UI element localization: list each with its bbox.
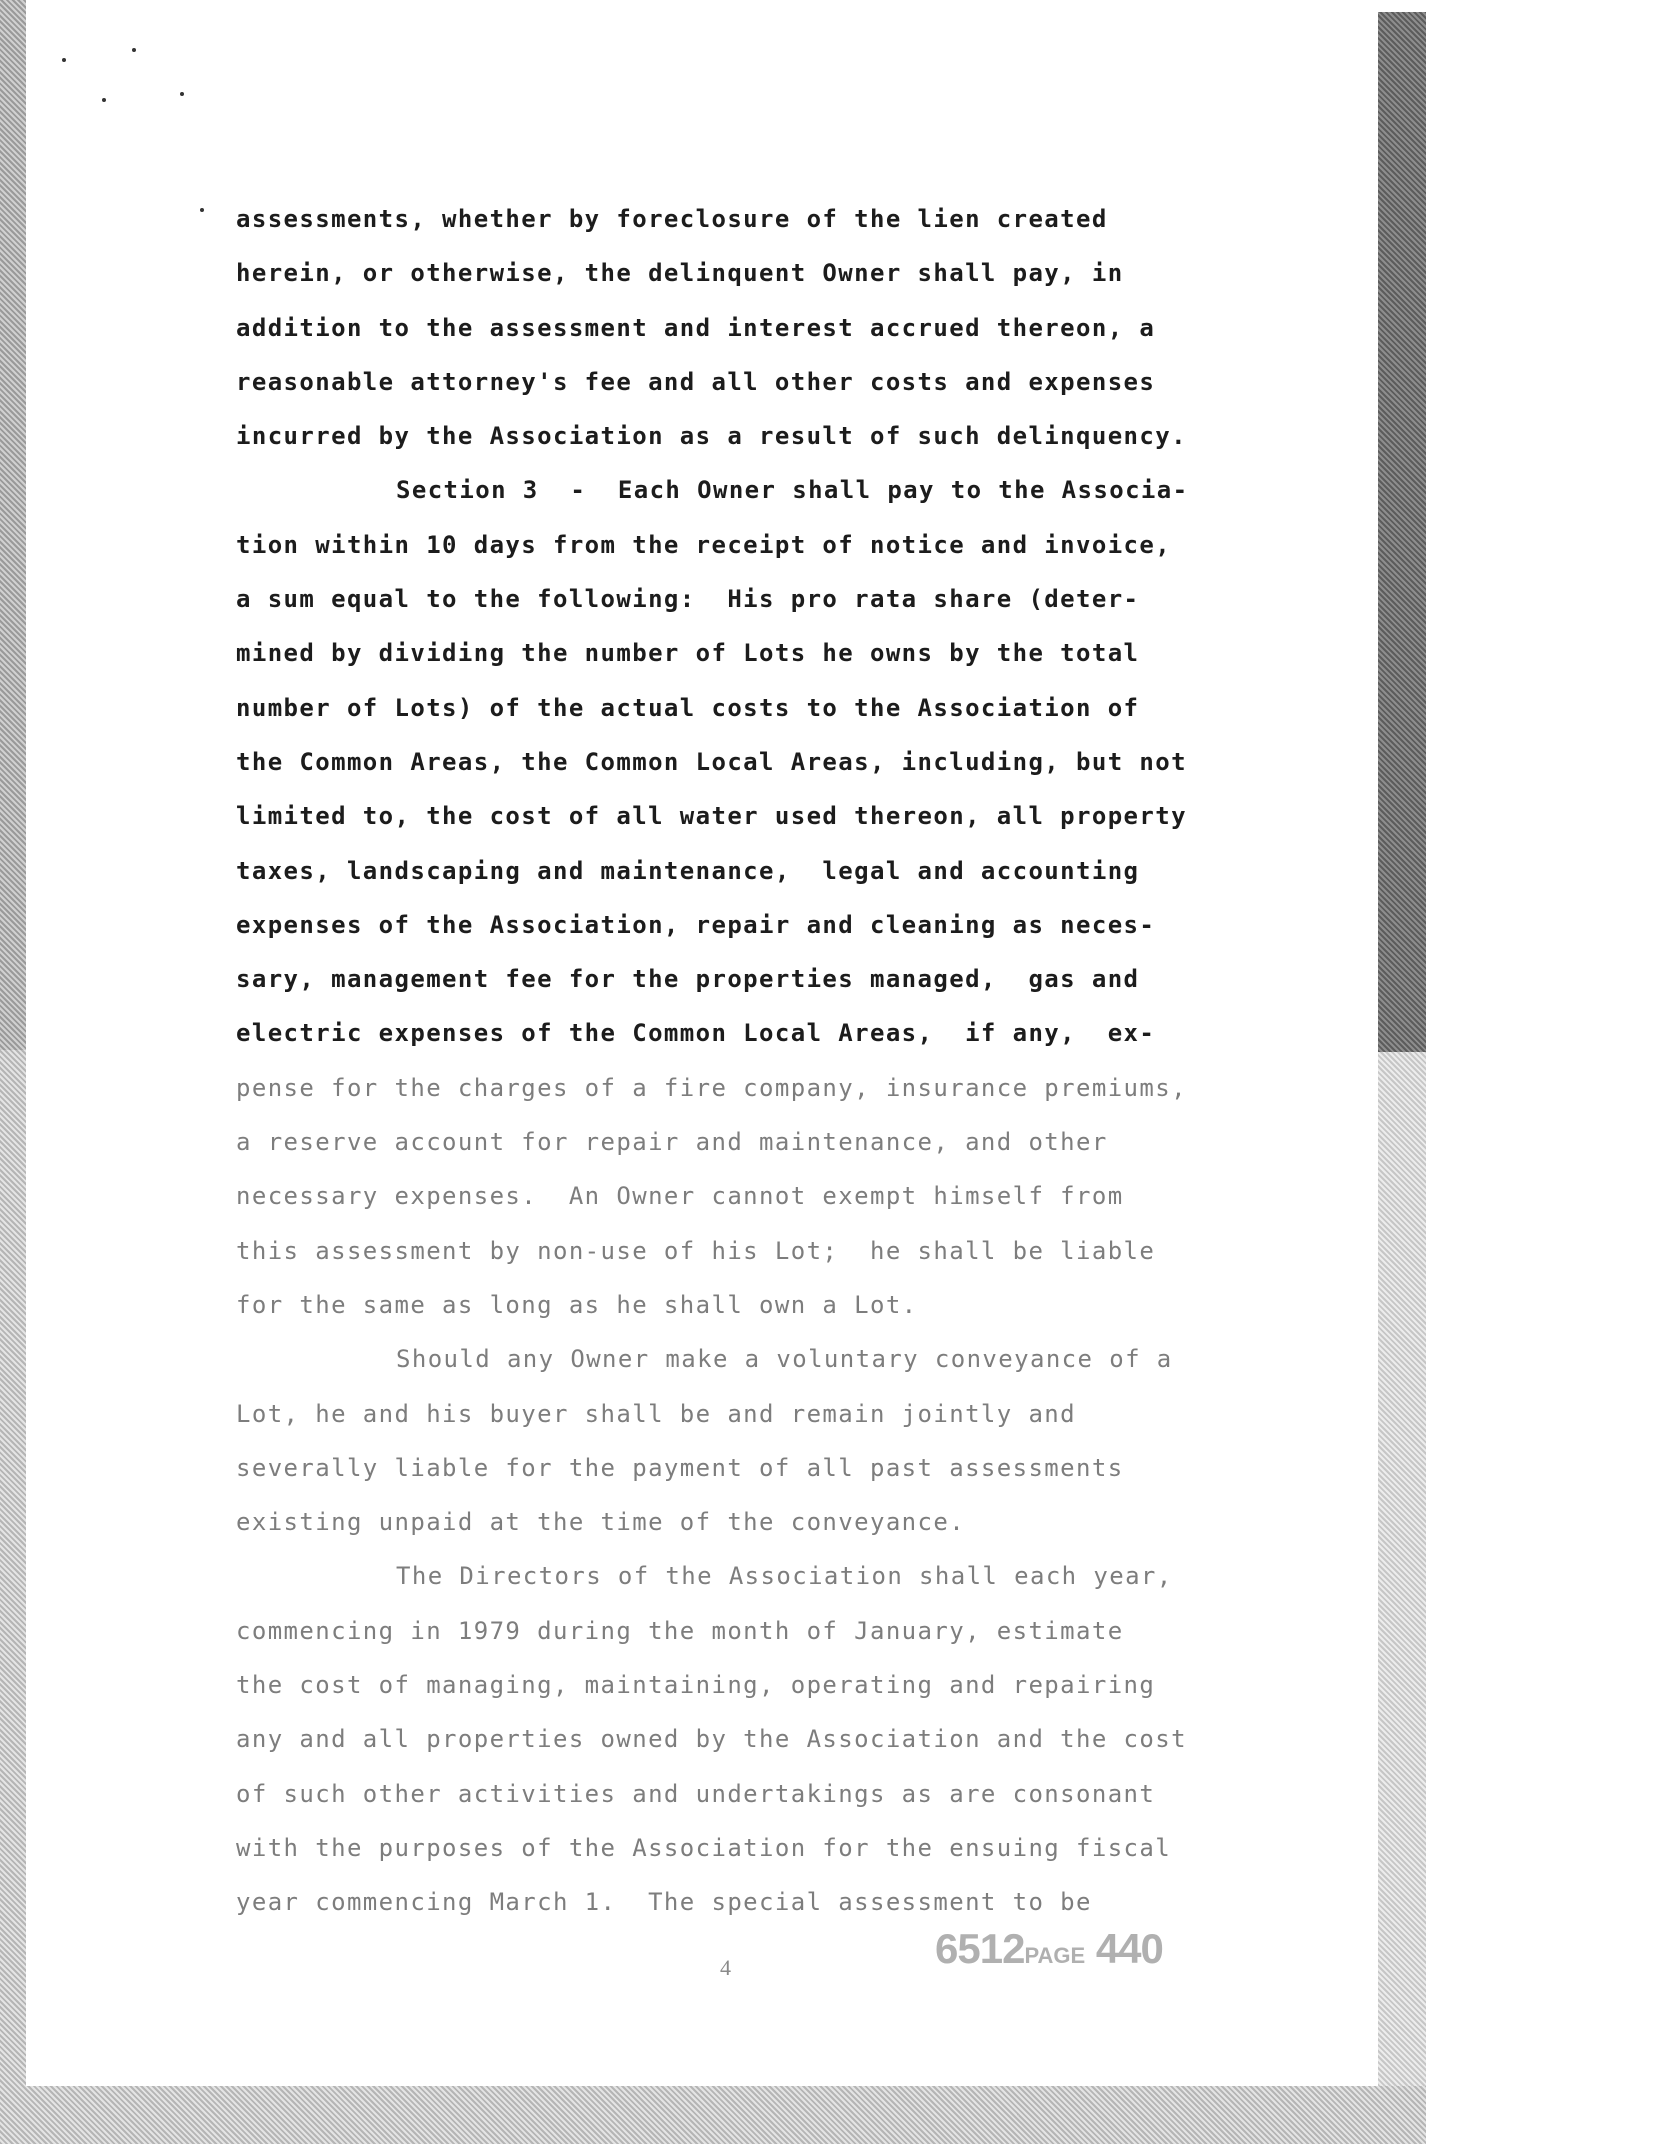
- text-line: this assessment by non-use of his Lot; he shall be liable: [236, 1236, 1156, 1265]
- document-body: [236, 192, 1296, 1930]
- scan-speck: [180, 92, 184, 96]
- paragraph-start-line: The Directors of the Association shall each year,: [396, 1562, 1173, 1591]
- scan-right-margin: [1426, 0, 1664, 2144]
- text-line: mined by dividing the number of Lots he owns by the total: [236, 639, 1140, 668]
- scan-speck: [62, 58, 66, 62]
- text-line: for the same as long as he shall own a Lot.: [236, 1290, 918, 1319]
- text-line: electric expenses of the Common Local Areas, if any, ex-: [236, 1019, 1156, 1048]
- text-line: the cost of managing, maintaining, operating and repairing: [236, 1671, 1156, 1700]
- text-line: year commencing March 1. The special assessment to be: [236, 1888, 1092, 1917]
- text-line: a sum equal to the following: His pro rata share (deter-: [236, 585, 1140, 614]
- text-line: pense for the charges of a fire company, insurance premiums,: [236, 1073, 1187, 1102]
- text-line: necessary expenses. An Owner cannot exempt himself from: [236, 1182, 1124, 1211]
- section-heading-line: Section 3 - Each Owner shall pay to the Associa-: [396, 476, 1189, 505]
- text-line: existing unpaid at the time of the conveyance.: [236, 1508, 966, 1537]
- text-line: incurred by the Association as a result of such delinquency.: [236, 422, 1187, 451]
- scan-right-shadow-lower: [1378, 1052, 1426, 2086]
- text-line: of such other activities and undertakings as are consonant: [236, 1779, 1156, 1808]
- text-line: assessments, whether by foreclosure of the lien created: [236, 205, 1108, 233]
- scan-right-shadow: [1378, 12, 1426, 1052]
- book-number: 6512: [935, 1925, 1025, 1972]
- book-page-stamp: [935, 1925, 1163, 1973]
- scan-speck: [132, 48, 136, 52]
- text-line: commencing in 1979 during the month of January, estimate: [236, 1616, 1124, 1645]
- text-line: reasonable attorney's fee and all other costs and expenses: [236, 367, 1156, 396]
- text-line: addition to the assessment and interest accrued thereon, a: [236, 313, 1156, 342]
- scan-speck: [200, 208, 204, 212]
- text-line: herein, or otherwise, the delinquent Owner shall pay, in: [236, 259, 1124, 288]
- text-line: Lot, he and his buyer shall be and remain jointly and: [236, 1399, 1077, 1428]
- text-line: sary, management fee for the properties managed, gas and: [236, 965, 1140, 994]
- text-line: any and all properties owned by the Association and the cost: [236, 1725, 1187, 1754]
- paragraph-start-line: Should any Owner make a voluntary conveyance of a: [396, 1345, 1173, 1374]
- text-line: number of Lots) of the actual costs to the Association of: [236, 693, 1140, 722]
- recorded-page-number: 440: [1095, 1925, 1163, 1972]
- text-line: tion within 10 days from the receipt of notice and invoice,: [236, 530, 1172, 559]
- text-line: taxes, landscaping and maintenance, legal and accounting: [236, 856, 1140, 885]
- text-line: a reserve account for repair and maintenance, and other: [236, 1128, 1108, 1157]
- text-line: severally liable for the payment of all past assessments: [236, 1453, 1124, 1482]
- text-line: with the purposes of the Association for the ensuing fiscal: [236, 1833, 1172, 1862]
- text-line: limited to, the cost of all water used thereon, all property: [236, 802, 1187, 831]
- text-line: the Common Areas, the Common Local Areas, including, but not: [236, 747, 1187, 776]
- page-number: 4: [720, 1955, 731, 1980]
- page-label: PAGE: [1024, 1943, 1086, 1968]
- text-line: expenses of the Association, repair and cleaning as neces-: [236, 910, 1156, 939]
- scan-speck: [102, 98, 106, 102]
